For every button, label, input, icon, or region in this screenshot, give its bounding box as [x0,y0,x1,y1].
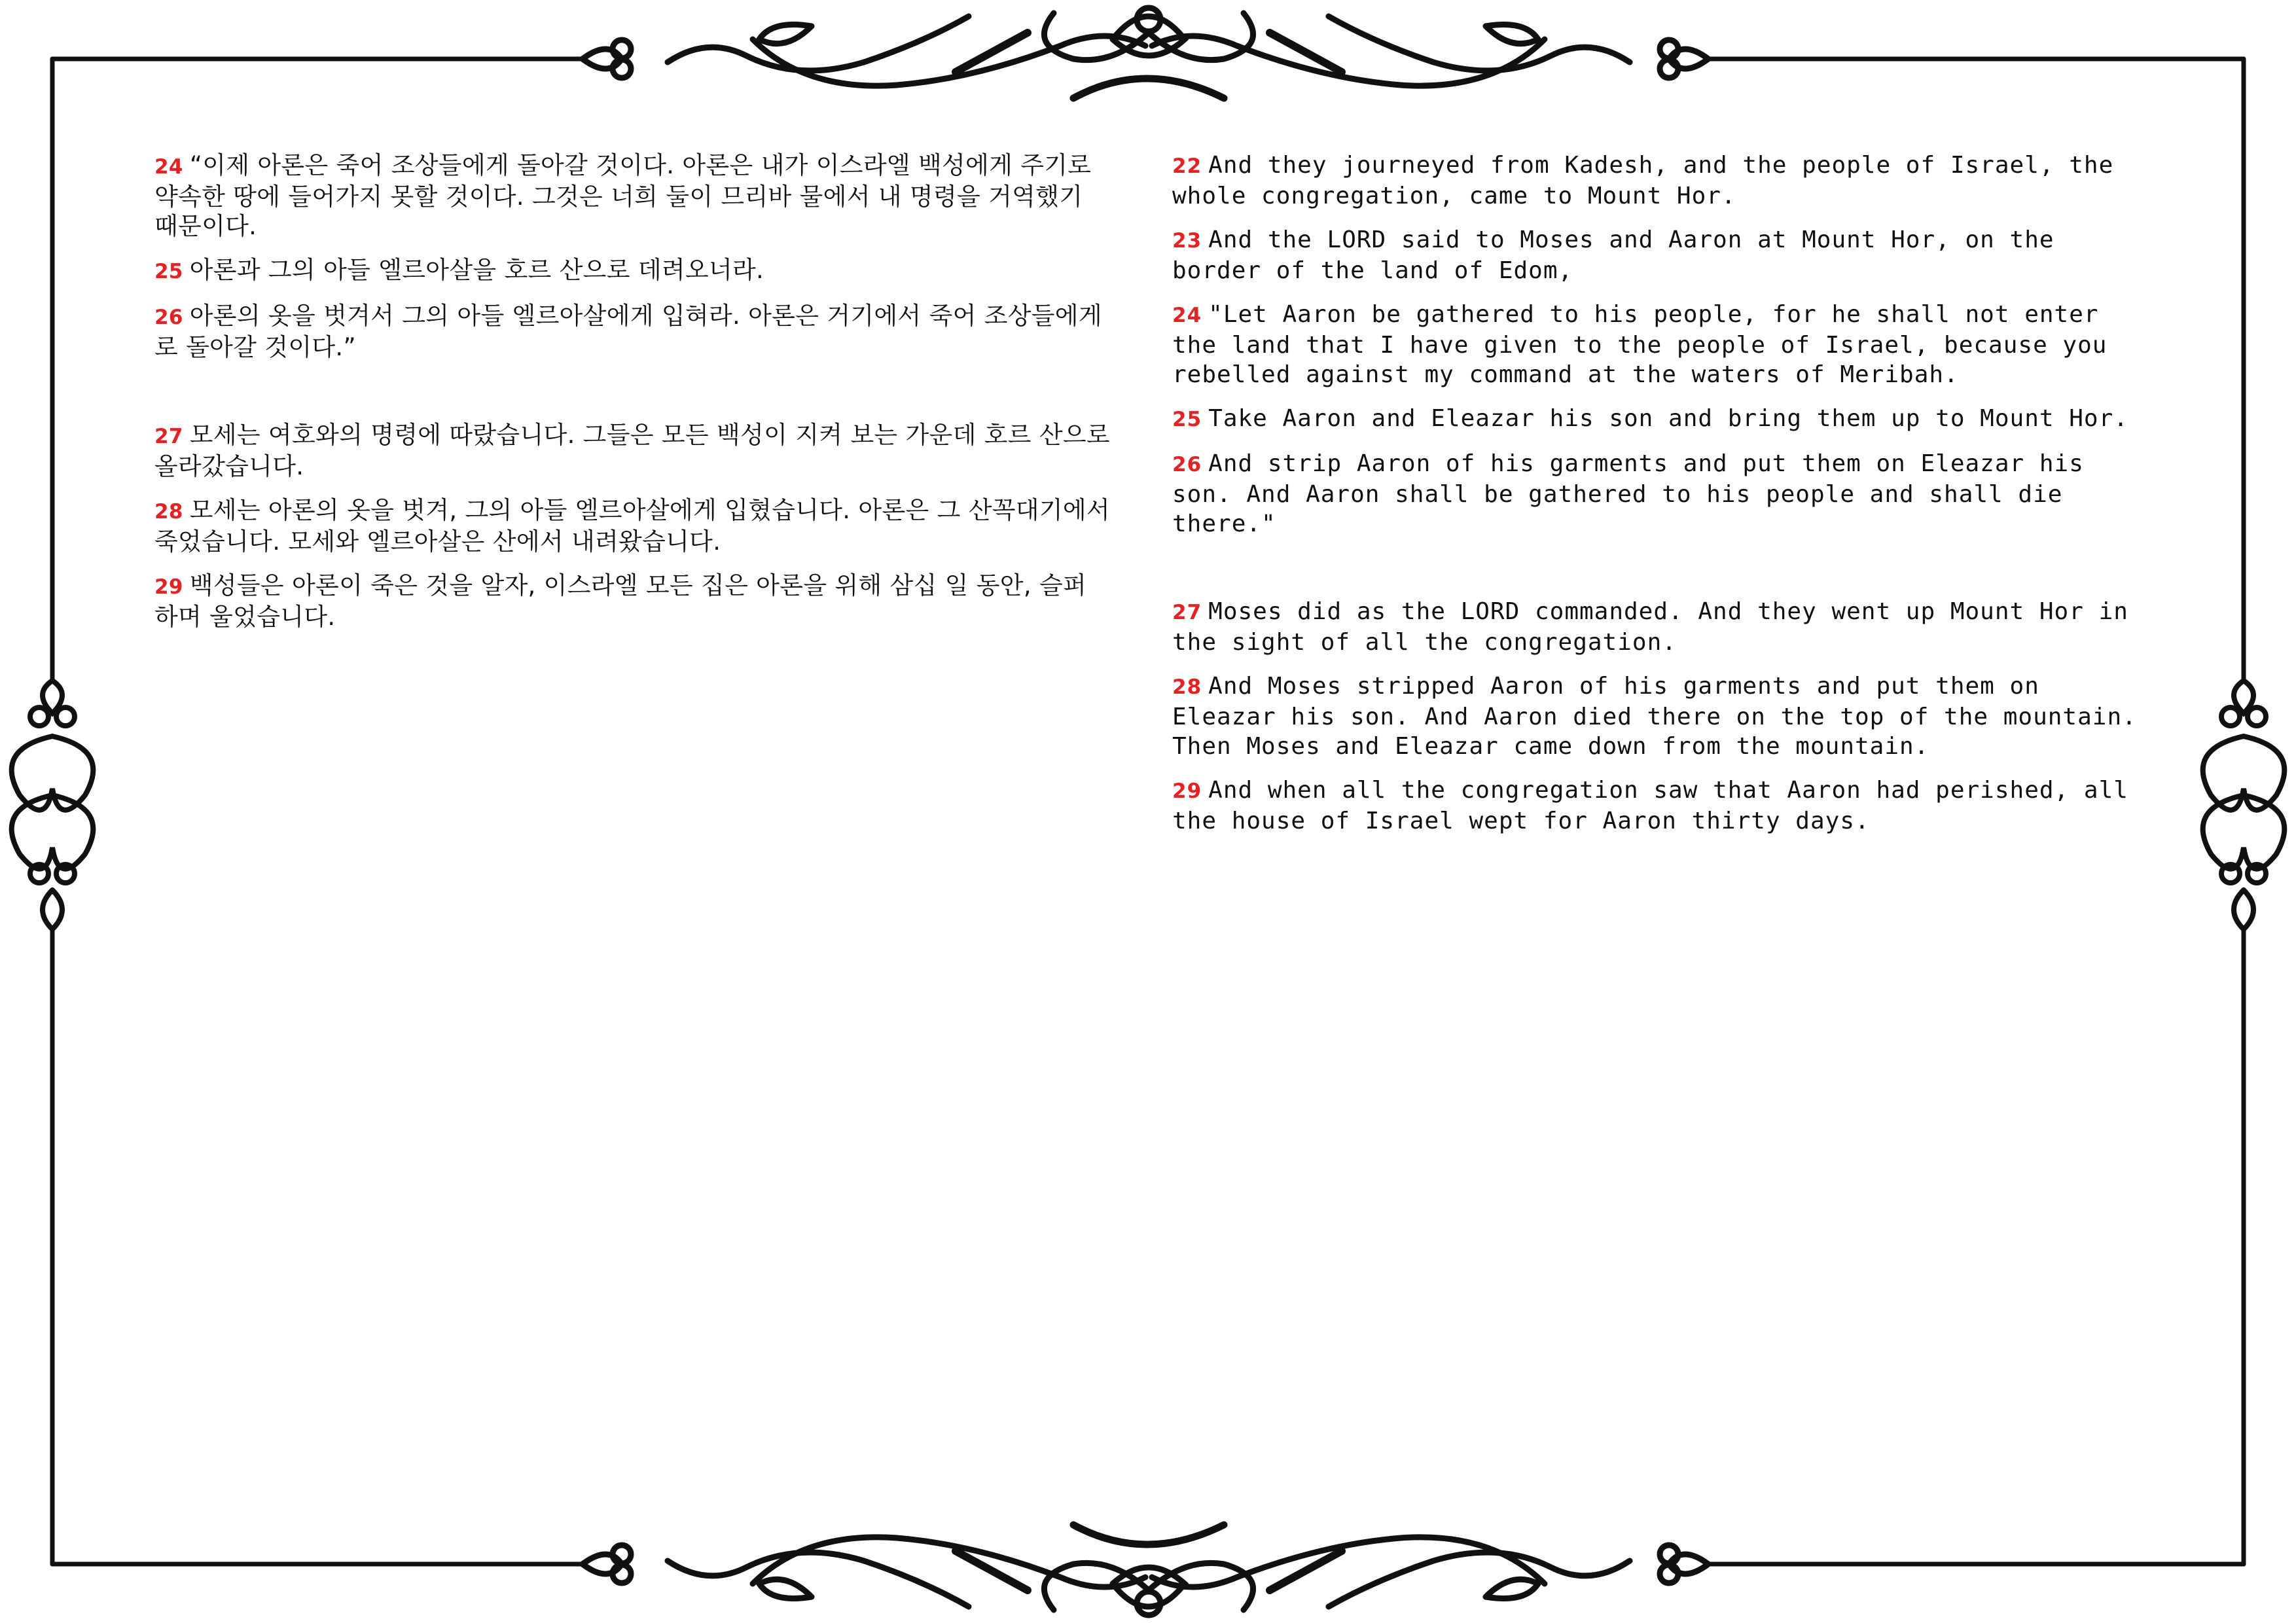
verse-number: 27 [1172,601,1202,624]
right-side-ornament [2203,681,2285,929]
korean-verse-29 [154,571,1110,632]
verse-text: And Moses stripped Aaron of his garments and put them on Eleazar his son. And Aaron died there on the top of the mountain. Then Moses and Eleazar came down from the mountain. [1172,673,2137,760]
verse-text: Take Aaron and Eleazar his son and bring them up to Mount Hor. [1208,405,2128,432]
verse-text: "Let Aaron be gathered to his people, for he shall not enter the land that I have given to the people of Israel, because you rebelled against my command at the waters of Meribah. [1172,301,2108,388]
verse-text: And strip Aaron of his garments and put them on Eleazar his son. And Aaron shall be gathered to his people and shall die there." [1172,450,2084,537]
verse-number: 28 [1172,675,1202,699]
korean-verse-27 [154,420,1110,481]
bottom-scroll-ornament [583,1525,1708,1615]
verse-number: 27 [154,425,183,448]
english-text-column [1172,151,2147,850]
verse-text: And they journeyed from Kadesh, and the people of Israel, the whole congregation, came to Mount Hor. [1172,152,2114,209]
korean-verse-24 [154,151,1110,241]
verse-number: 29 [1172,779,1202,803]
english-verse-24 [1172,300,2147,389]
english-verse-23 [1172,225,2147,285]
verse-text: 모세는 여호와의 명령에 따랐습니다. 그들은 모든 백성이 지켜 보는 가운데 호르 산으로 올라갔습니다. [154,421,1110,480]
verse-text: 모세는 아론의 옷을 벗겨, 그의 아들 엘르아살에게 입혔습니다. 아론은 그 산꼭대기에서 죽었습니다. 모세와 엘르아살은 산에서 내려왔습니다. [154,496,1110,556]
paragraph-gap [154,376,1110,420]
verse-number: 26 [1172,453,1202,476]
verse-number: 29 [154,575,183,599]
verse-text: “이제 아론은 죽어 조상들에게 돌아갈 것이다. 아론은 내가 이스라엘 백성에게 주기로 약속한 땅에 들어가지 못할 것이다. 그것은 너희 둘이 므리바 물에서 내 명령을 거역했기 때문이다. [154,151,1092,240]
verse-text: And the LORD said to Moses and Aaron at Mount Hor, on the border of the land of Edom, [1172,226,2054,284]
verse-number: 24 [154,155,183,179]
paragraph-gap [1172,553,2147,597]
english-verse-29 [1172,776,2147,836]
verse-number: 22 [1172,154,1202,178]
left-side-ornament [12,681,94,929]
verse-text: And when all the congregation saw that Aaron had perished, all the house of Israel wept for Aaron thirty days. [1172,777,2128,834]
verse-number: 25 [154,260,183,283]
verse-number: 25 [1172,408,1202,431]
verse-number: 26 [154,306,183,329]
verse-number: 24 [1172,304,1202,327]
english-verse-26 [1172,449,2147,539]
korean-verse-26 [154,301,1110,362]
english-verse-28 [1172,671,2147,761]
english-verse-25 [1172,404,2147,435]
korean-verse-25 [154,255,1110,287]
verse-text: 아론과 그의 아들 엘르아살을 호르 산으로 데려오너라. [189,256,764,284]
verse-number: 23 [1172,229,1202,253]
top-scroll-ornament [583,8,1708,98]
english-verse-27 [1172,597,2147,657]
verse-number: 28 [154,500,183,524]
korean-verse-28 [154,495,1110,556]
verse-text: 백성들은 아론이 죽은 것을 알자, 이스라엘 모든 집은 아론을 위해 삼십 일 동안, 슬퍼하며 울었습니다. [154,571,1087,631]
english-verse-22 [1172,151,2147,211]
korean-text-column [154,151,1110,646]
verse-text: Moses did as the LORD commanded. And they went up Mount Hor in the sight of all the congregation. [1172,598,2128,656]
verse-text: 아론의 옷을 벗겨서 그의 아들 엘르아살에게 입혀라. 아론은 거기에서 죽어 조상들에게로 돌아갈 것이다.” [154,302,1102,361]
